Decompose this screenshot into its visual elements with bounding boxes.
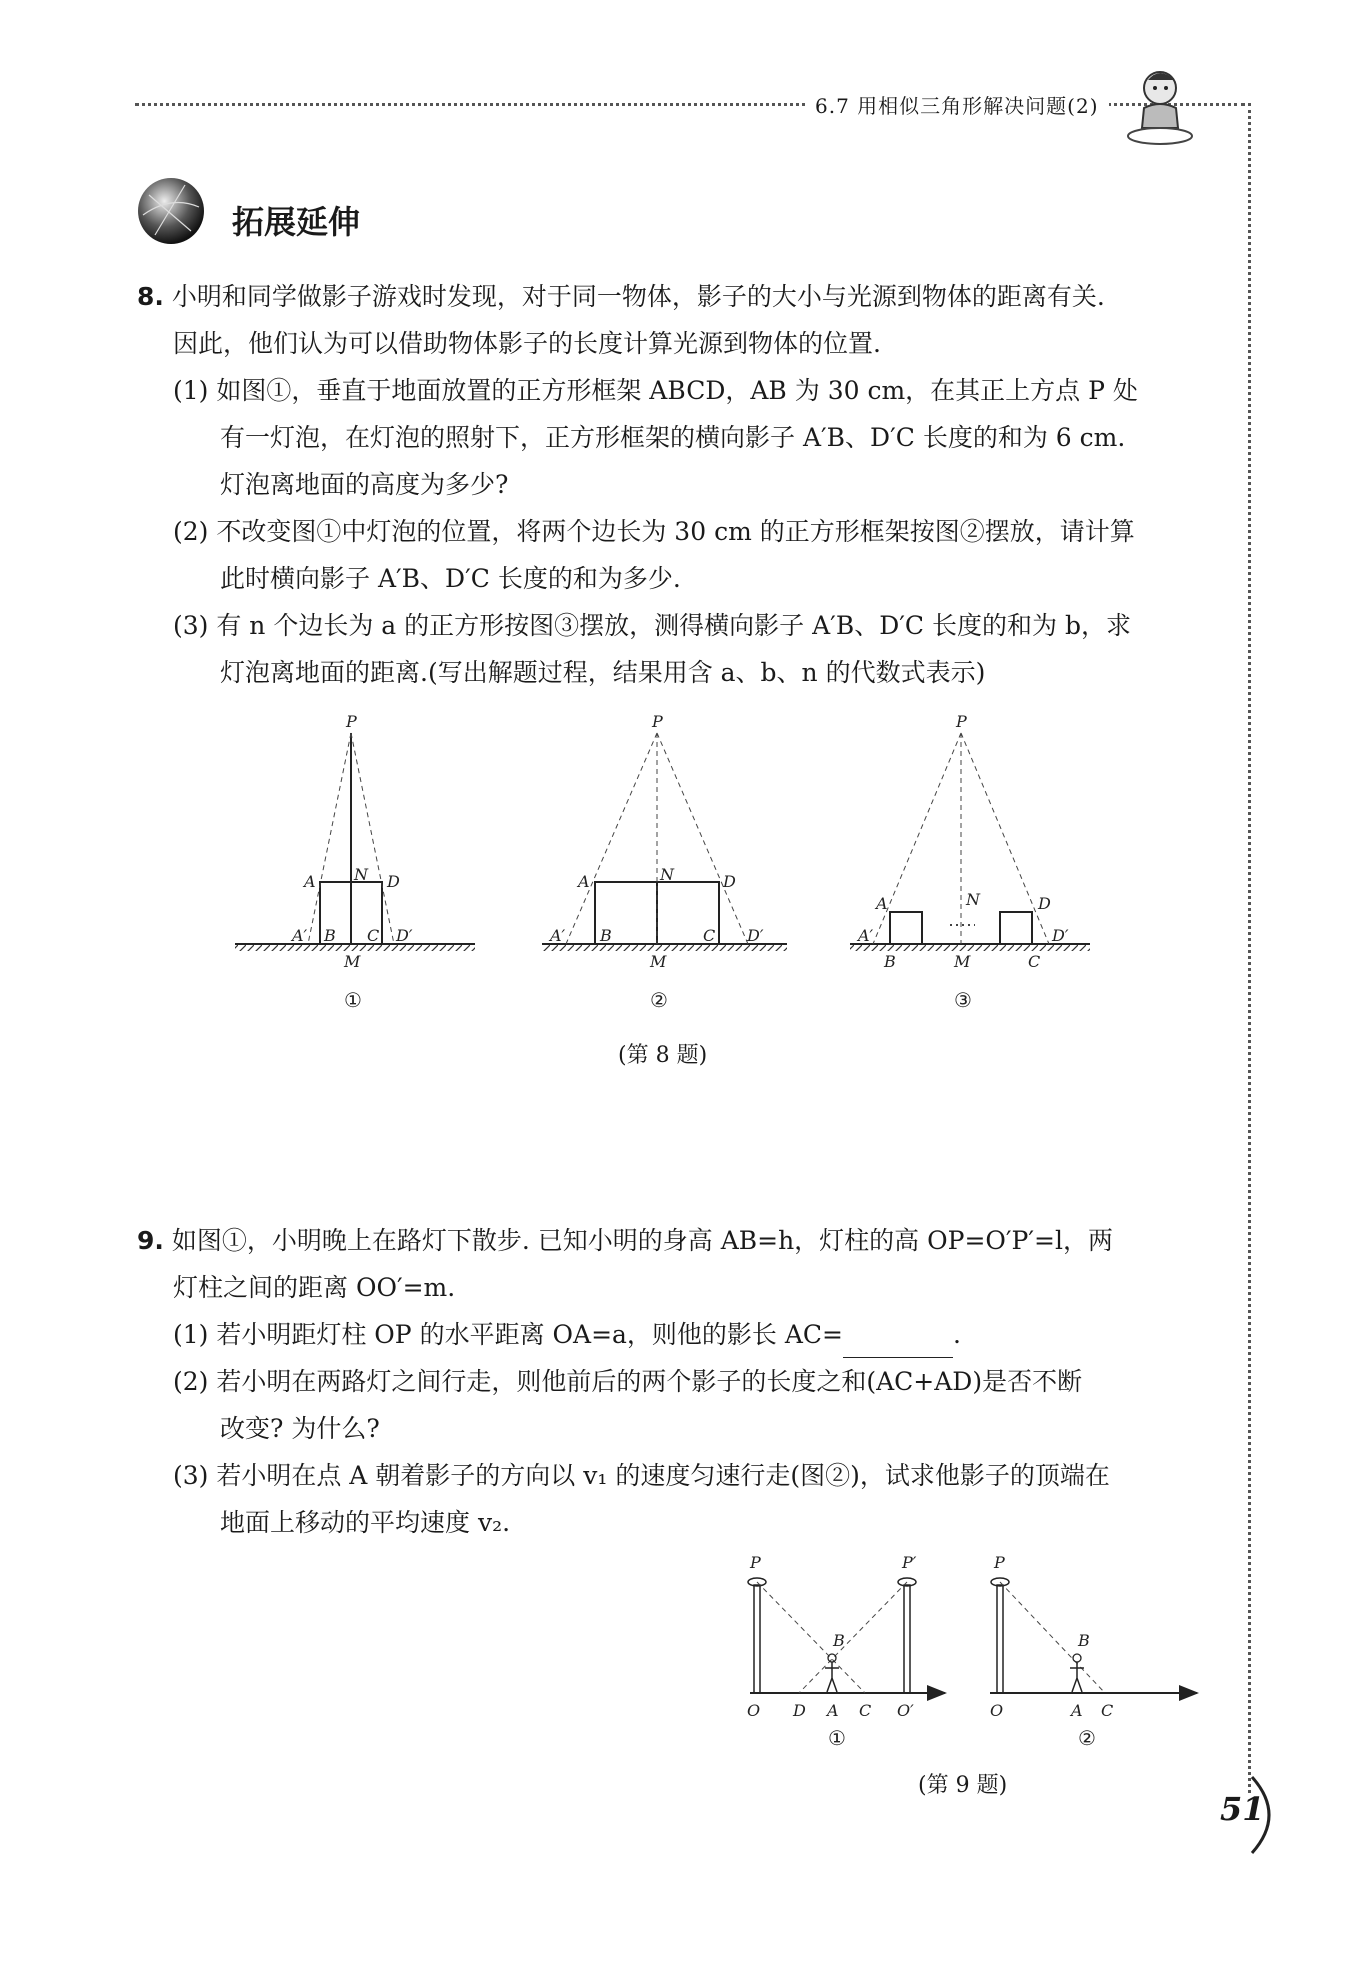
q8-part2-line2: 此时横向影子 A′B、D′C 长度的和为多少. (220, 564, 681, 593)
person-icon (828, 1654, 836, 1662)
svg-text:B: B (324, 926, 336, 945)
q8-fig-label-3: ③ (954, 988, 972, 1012)
person-icon (1073, 1654, 1081, 1662)
q9-part2-line1: (2) 若小明在两路灯之间行走，则他前后的两个影子的长度之和(AC+AD)是否不断 (173, 1367, 1083, 1396)
q8-figure-1 (235, 712, 475, 971)
section-header: 6.7 用相似三角形解决问题(2) (805, 90, 1109, 119)
q8-caption: (第 8 题) (618, 1043, 708, 1068)
q9-part1: (1) 若小明距灯柱 OP 的水平距离 OA=a，则他的影长 AC= . (173, 1311, 961, 1358)
svg-text:O: O (747, 1701, 761, 1720)
svg-text:M: M (650, 952, 667, 971)
svg-text:A: A (1071, 1701, 1083, 1720)
svg-text:N: N (966, 890, 980, 909)
q8-figures (230, 705, 1230, 1025)
q9-figures (735, 1550, 1205, 1750)
svg-text:B: B (1078, 1631, 1090, 1650)
svg-text:C: C (859, 1701, 872, 1720)
svg-text:D′: D′ (396, 926, 413, 945)
page-number: 51 (1220, 1790, 1265, 1828)
q8-figure-2 (542, 712, 787, 971)
svg-text:B: B (884, 952, 896, 971)
q9-number: 9. (137, 1226, 164, 1255)
q9-line1: 9. 如图①，小明晚上在路灯下散步. 已知小明的身高 AB=h，灯柱的高 OP=O′P′=l，两 (137, 1226, 1113, 1255)
svg-text:B: B (600, 926, 612, 945)
svg-text:O′: O′ (897, 1701, 914, 1720)
q9-figure-1 (747, 1553, 945, 1720)
svg-text:C: C (367, 926, 380, 945)
q9-part3-line1: (3) 若小明在点 A 朝着影子的方向以 v₁ 的速度匀速行走(图②)，试求他影子的顶端在 (173, 1461, 1110, 1490)
right-dotted-rule (1248, 103, 1251, 1793)
q8-number: 8. (137, 282, 164, 311)
q8-part3-line1: (3) 有 n 个边长为 a 的正方形按图③摆放，测得横向影子 A′B、D′C 长度的和为 b，求 (173, 611, 1131, 640)
svg-text:N: N (660, 865, 674, 884)
q8-fig-label-2: ② (650, 988, 668, 1012)
svg-text:P: P (956, 712, 967, 731)
svg-text:P: P (750, 1553, 761, 1572)
svg-text:D′: D′ (747, 926, 764, 945)
q8-figure-3 (850, 712, 1090, 971)
svg-text:C: C (703, 926, 716, 945)
q8-part1-line1: (1) 如图①，垂直于地面放置的正方形框架 ABCD，AB 为 30 cm，在其正上方点 P 处 (173, 376, 1138, 405)
q8-line1: 8. 小明和同学做影子游戏时发现，对于同一物体，影子的大小与光源到物体的距离有关. (137, 282, 1105, 311)
svg-text:A′: A′ (550, 926, 566, 945)
q8-line2: 因此，他们认为可以借助物体影子的长度计算光源到物体的位置. (173, 329, 881, 358)
svg-text:C: C (1028, 952, 1041, 971)
q8-fig-label-1: ① (344, 988, 362, 1012)
svg-text:N: N (354, 865, 368, 884)
q8-part1-line3: 灯泡离地面的高度为多少? (220, 470, 509, 499)
q9-figure-2 (990, 1553, 1197, 1720)
svg-text:C: C (1101, 1701, 1114, 1720)
svg-text:D: D (723, 872, 736, 891)
page-corner-arc (1250, 1775, 1290, 1855)
answer-blank[interactable] (843, 1331, 953, 1358)
q9-fig-label-2: ② (1078, 1726, 1096, 1750)
svg-text:A: A (827, 1701, 839, 1720)
q8-part2-line1: (2) 不改变图①中灯泡的位置，将两个边长为 30 cm 的正方形框架按图②摆放，请计算 (173, 517, 1135, 546)
svg-text:D: D (793, 1701, 806, 1720)
svg-text:P′: P′ (902, 1553, 917, 1572)
q9-part3-line2: 地面上移动的平均速度 v₂. (220, 1508, 511, 1537)
svg-text:P: P (652, 712, 663, 731)
q8-part1-line2: 有一灯泡，在灯泡的照射下，正方形框架的横向影子 A′B、D′C 长度的和为 6 cm. (220, 423, 1126, 452)
svg-text:A: A (876, 894, 888, 913)
q9-line2: 灯柱之间的距离 OO′=m. (173, 1273, 456, 1302)
svg-text:P: P (346, 712, 357, 731)
svg-text:A′: A′ (292, 926, 308, 945)
svg-text:B: B (833, 1631, 845, 1650)
q9-caption: (第 9 题) (918, 1773, 1008, 1798)
section-title: 拓展延伸 (232, 203, 361, 241)
svg-text:M: M (954, 952, 971, 971)
svg-text:D: D (387, 872, 400, 891)
globe-icon (135, 175, 207, 247)
svg-text:P: P (994, 1553, 1005, 1572)
mascot-icon (1120, 58, 1200, 148)
svg-text:A: A (578, 872, 590, 891)
q9-part2-line2: 改变? 为什么? (220, 1414, 380, 1443)
svg-text:D′: D′ (1052, 926, 1069, 945)
svg-text:D: D (1038, 894, 1051, 913)
svg-text:M: M (344, 952, 361, 971)
svg-text:O: O (990, 1701, 1004, 1720)
svg-text:A′: A′ (858, 926, 874, 945)
q8-part3-line2: 灯泡离地面的距离.(写出解题过程，结果用含 a、b、n 的代数式表示) (220, 658, 986, 687)
q9-fig-label-1: ① (828, 1726, 846, 1750)
svg-text:A: A (304, 872, 316, 891)
